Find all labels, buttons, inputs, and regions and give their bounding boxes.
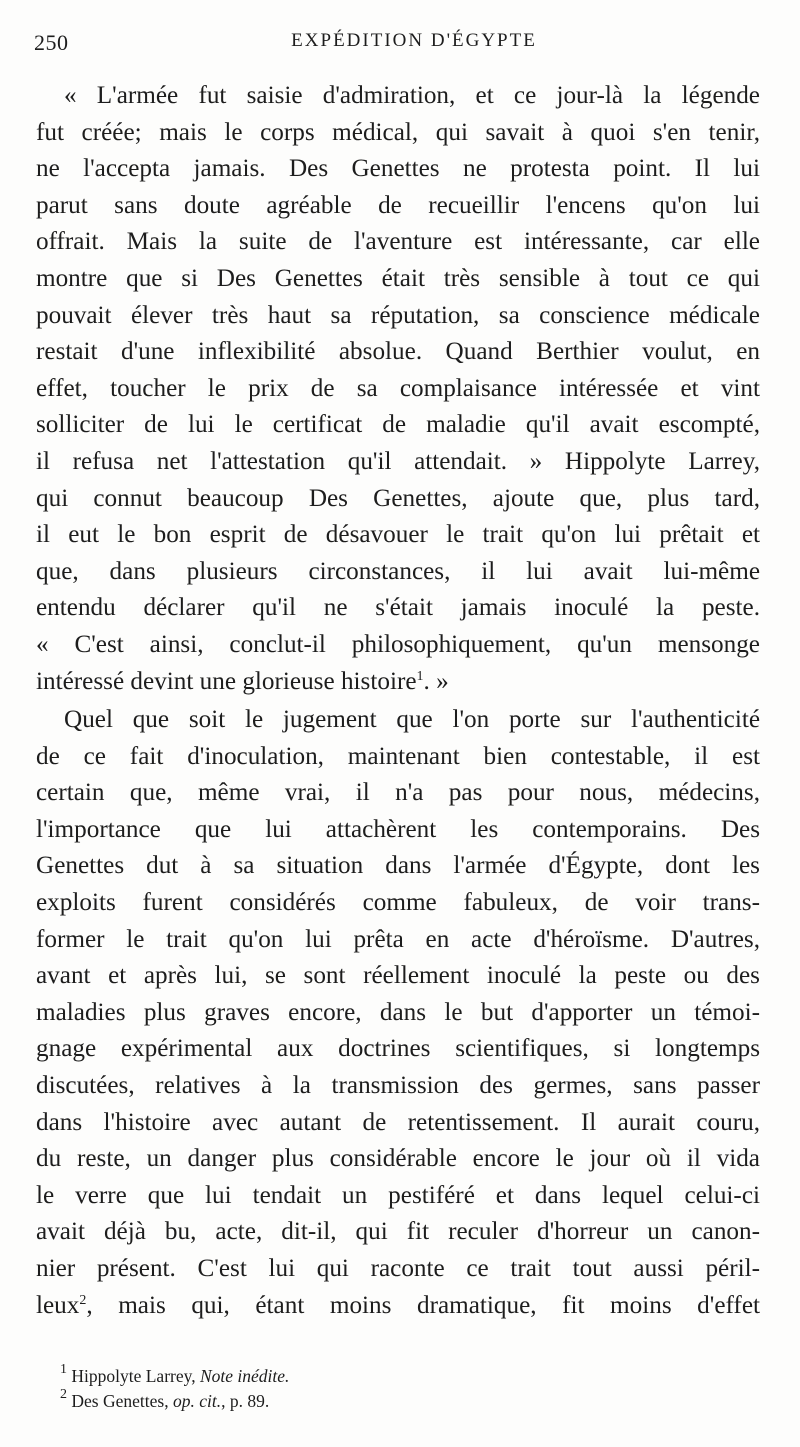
footnote-text: Hippolyte Larrey, [71, 1366, 200, 1386]
text-line: avant et après lui, se sont réellement inoculé la peste ou des [36, 962, 760, 990]
text-line: ne l'accepta jamais. Des Genettes ne protesta point. Il lui [36, 155, 760, 183]
text-line: effet, toucher le prix de sa complaisance intéressée et vint [36, 374, 760, 402]
text-line-last [36, 1288, 760, 1325]
text-line: il eut le bon esprit de désavouer le trait qu'on lui prêtait et [36, 521, 760, 549]
line-tail: . » [423, 667, 449, 695]
footnote-emphasis: Note inédite. [200, 1366, 290, 1386]
line-tail: , mais qui, étant moins dramatique, fit moins d'effet [86, 1291, 760, 1319]
text-line: maladies plus graves encore, dans le but d'apporter un témoi- [36, 998, 760, 1026]
footnote-marker: 2 [60, 1387, 67, 1402]
footnote-2 [60, 1389, 750, 1414]
text-line: nier présent. C'est lui qui raconte ce trait tout aussi péril- [36, 1255, 760, 1282]
paragraph-2 [36, 702, 760, 1324]
page-number: 250 [34, 30, 69, 55]
line-text: leux [36, 1291, 80, 1319]
footnote-ref-2[interactable]: 2 [79, 1292, 87, 1308]
text-line: dans l'histoire avec autant de retentissement. Il aurait couru, [36, 1108, 760, 1136]
text-line: parut sans doute agréable de recueillir l'encens qu'on lui [36, 191, 760, 219]
text-line: montre que si Des Genettes était très sensible à tout ce qui [36, 264, 760, 292]
text-line: discutées, relatives à la transmission des germes, sans passer [36, 1072, 760, 1100]
text-line: l'importance que lui attachèrent les contemporains. Des [36, 815, 760, 843]
footnote-emphasis: op. cit. [172, 1391, 222, 1411]
text-line: « L'armée fut saisie d'admiration, et ce jour-là la légende [64, 82, 760, 109]
text-line: le verre que lui tendait un pestiféré et dans lequel celui-ci [36, 1181, 760, 1209]
text-line: Quel que soit le jugement que l'on porte sur l'authenticité [64, 706, 760, 734]
paragraph-1 [36, 78, 760, 700]
line-text: intéressé devint une glorieuse histoire [36, 667, 417, 695]
text-line: Genettes dut à sa situation dans l'armée d'Égypte, dont les [36, 852, 760, 880]
text-line: du reste, un danger plus considérable encore le jour où il vida [36, 1145, 760, 1173]
text-line: entendu déclarer qu'il ne s'était jamais inoculé la peste. [36, 594, 760, 622]
footnote-tail: , p. 89. [221, 1391, 270, 1411]
text-line: restait d'une inflexibilité absolue. Quand Berthier voulut, en [36, 338, 760, 366]
footnote-1 [60, 1364, 750, 1389]
text-line-last [36, 664, 760, 701]
text-line: pouvait élever très haut sa réputation, sa conscience médicale [36, 301, 760, 329]
text-line: avait déjà bu, acte, dit-il, qui fit reculer d'horreur un canon- [36, 1218, 760, 1246]
running-head: EXPÉDITION D'ÉGYPTE [291, 30, 537, 51]
text-line: certain que, même vrai, il n'a pas pour nous, médecins, [36, 779, 760, 807]
page-header [34, 30, 764, 64]
text-line: qui connut beaucoup Des Genettes, ajoute que, plus tard, [36, 484, 760, 512]
text-line: solliciter de lui le certificat de maladie qu'il avait escompté, [36, 411, 760, 439]
text-line: gnage expérimental aux doctrines scientifiques, si longtemps [36, 1035, 760, 1063]
text-line: exploits furent considérés comme fabuleux, de voir trans- [36, 889, 760, 917]
text-line: « C'est ainsi, conclut-il philosophiquement, qu'un mensonge [36, 630, 760, 658]
text-line: offrait. Mais la suite de l'aventure est intéressante, car elle [36, 228, 760, 256]
footnote-ref-1[interactable]: 1 [416, 668, 424, 684]
text-line: fut créée; mais le corps médical, qui savait à quoi s'en tenir, [36, 118, 760, 146]
footnotes [60, 1364, 750, 1414]
text-line: que, dans plusieurs circonstances, il lui avait lui-même [36, 557, 760, 585]
body-text [36, 78, 760, 1324]
footnote-text: Des Genettes, [71, 1391, 173, 1411]
footnote-marker: 1 [60, 1362, 67, 1377]
text-line: il refusa net l'attestation qu'il attendait. » Hippolyte Larrey, [36, 447, 760, 475]
text-line: de ce fait d'inoculation, maintenant bien contestable, il est [36, 742, 760, 770]
text-line: former le trait qu'on lui prêta en acte d'héroïsme. D'autres, [36, 925, 760, 953]
